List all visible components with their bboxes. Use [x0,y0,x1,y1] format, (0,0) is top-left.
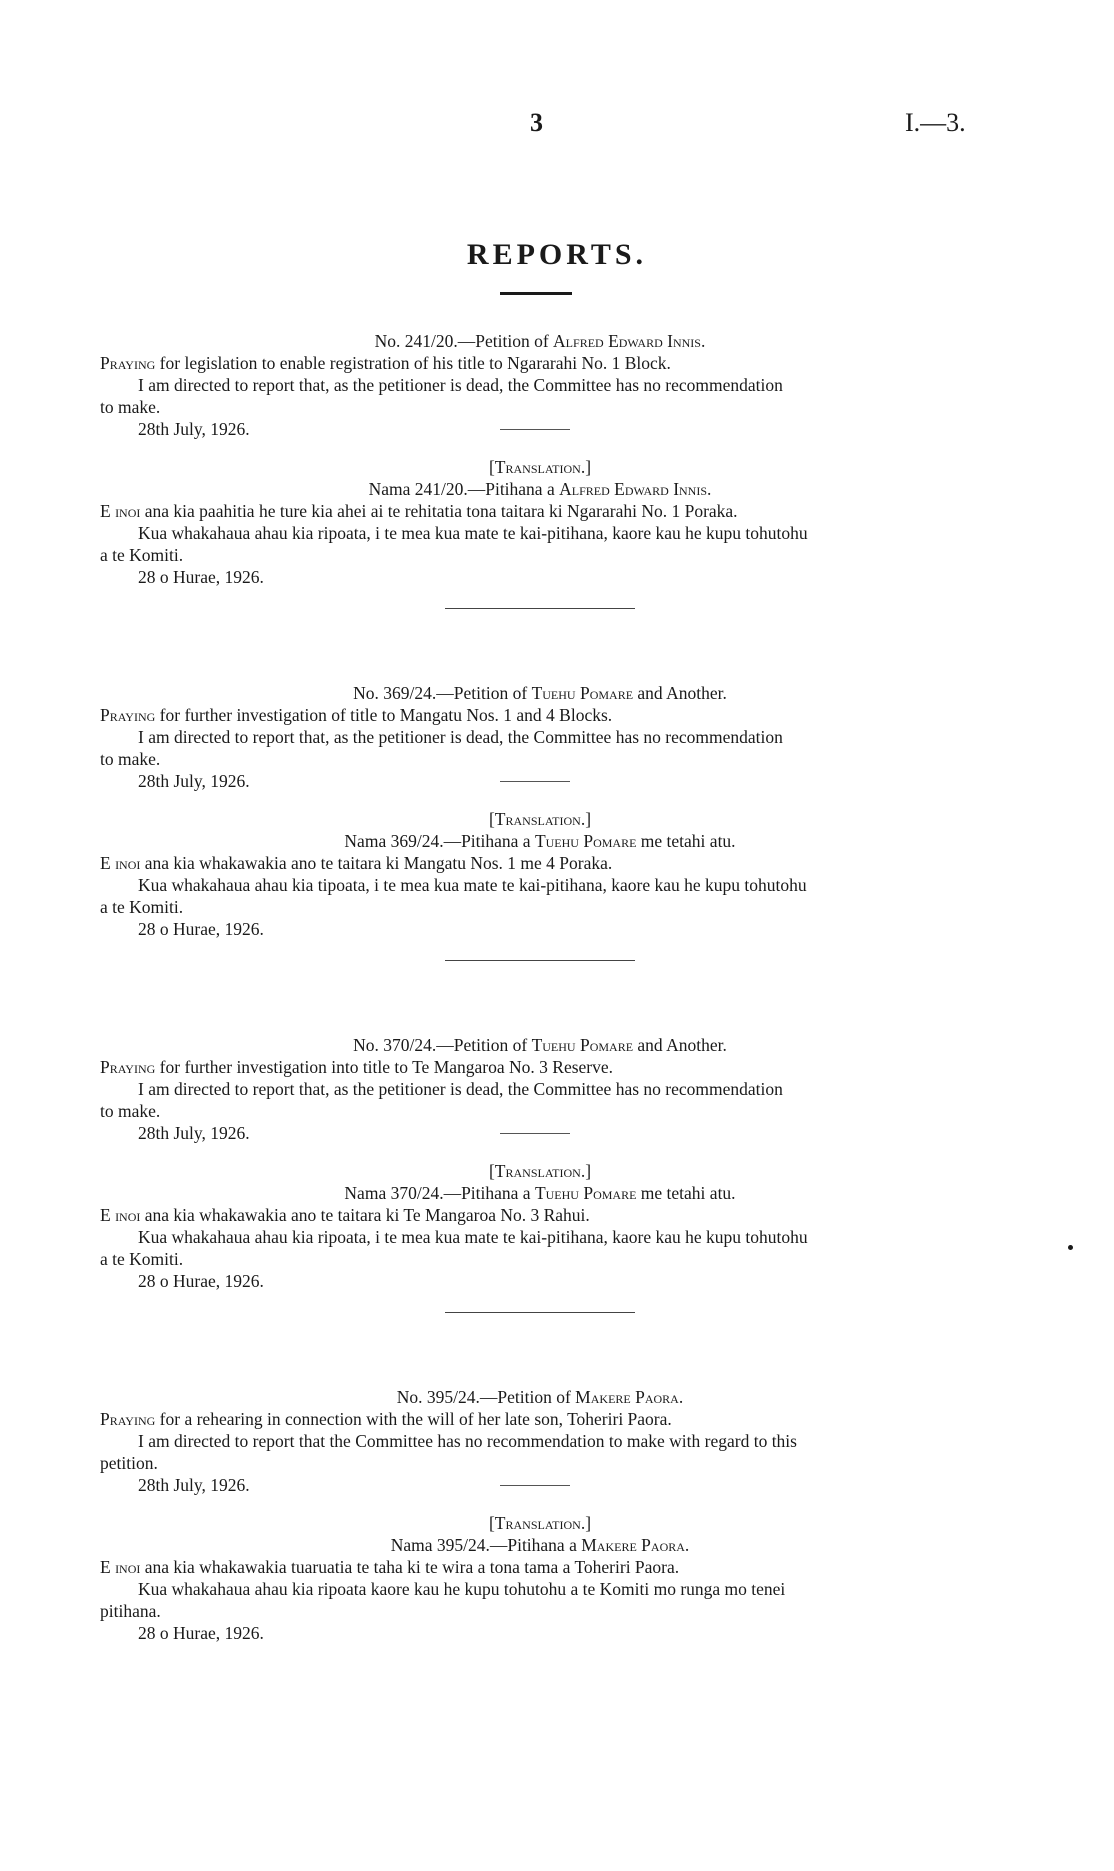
translation-heading: Nama 370/24.—Pitihana a Tuehu Pomare me tetahi atu. [344,1183,736,1203]
translation-praying: E inoi ana kia whakawakia ano te taitara ki Te Mangaroa No. 3 Rahui. [100,1205,590,1225]
petitioner-name: Alfred Edward Innis [553,331,701,351]
report-heading: No. 395/24.—Petition of Makere Paora. [396,1387,684,1407]
report-heading: No. 369/24.—Petition of Tuehu Pomare and Another. [353,683,727,703]
translation-label: [Translation.] [488,457,592,477]
translation-date: 28 o Hurae, 1926. [138,919,264,939]
translation-label: [Translation.] [488,809,592,829]
section-separator [445,1312,635,1313]
translation-date: 28 o Hurae, 1926. [138,1271,264,1291]
translation-date: 28 o Hurae, 1926. [138,567,264,587]
report-241-20 [100,330,980,609]
page-number: 3 [530,108,543,137]
section-separator [445,608,635,609]
report-date: 28th July, 1926. [100,1122,980,1144]
translation-label: [Translation.] [488,1161,592,1181]
report-heading: No. 370/24.—Petition of Tuehu Pomare and Another. [353,1035,727,1055]
report-text-line: petition. [100,1453,158,1473]
report-395-24 [100,1386,980,1644]
translation-heading: Nama 395/24.—Pitihana a Makere Paora. [390,1535,690,1555]
translation-heading: Nama 369/24.—Pitihana a Tuehu Pomare me tetahi atu. [344,831,736,851]
short-rule [500,1485,570,1486]
petitioner-name: Tuehu Pomare [531,683,634,703]
section-separator [445,960,635,961]
document-reference: I.—3. [905,108,966,137]
petitioner-name: Makere Paora [575,1387,679,1407]
translation-label: [Translation.] [488,1513,592,1533]
translation-text-line: Kua whakahaua ahau kia tipoata, i te mea kua mate te kai-pitihana, kaore kau he kupu tohutohu [138,875,807,895]
translation-text-line: a te Komiti. [100,545,184,565]
report-369-24 [100,682,980,961]
margin-dot [1068,1245,1073,1250]
praying-paragraph: Praying for legislation to enable registration of his title to Ngararahi No. 1 Block. [100,353,671,373]
report-text-line: I am directed to report that the Committee has no recommendation to make with regard to this [138,1431,797,1451]
translation-date: 28 o Hurae, 1926. [138,1623,264,1643]
report-heading: No. 241/20.—Petition of Alfred Edward Innis. [374,331,706,351]
translation-text-line: a te Komiti. [100,897,184,917]
translation-praying: E inoi ana kia whakawakia tuaruatia te taha ki te wira a tona tama a Toheriri Paora. [100,1557,680,1577]
report-date: 28th July, 1926. [100,418,980,440]
title-rule [500,292,572,295]
report-text-line: I am directed to report that, as the petitioner is dead, the Committee has no recommendation [138,727,783,747]
report-date: 28th July, 1926. [100,1474,980,1496]
translation-text-line: Kua whakahaua ahau kia ripoata, i te mea kua mate te kai-pitihana, kaore kau he kupu tohutohu [138,523,808,543]
report-date: 28th July, 1926. [100,770,980,792]
report-text-line: I am directed to report that, as the petitioner is dead, the Committee has no recommendation [138,375,783,395]
short-rule [500,429,570,430]
translation-text-line: pitihana. [100,1601,161,1621]
translation-praying: E inoi ana kia whakawakia ano te taitara ki Mangatu Nos. 1 me 4 Poraka. [100,853,613,873]
short-rule [500,781,570,782]
translation-heading: Nama 241/20.—Pitihana a Alfred Edward Innis. [368,479,712,499]
report-370-24 [100,1034,980,1313]
report-text-line: I am directed to report that, as the petitioner is dead, the Committee has no recommendation [138,1079,783,1099]
report-text-line: to make. [100,397,161,417]
translation-praying: E inoi ana kia paahitia he ture kia ahei ai te rehitatia tona taitara ki Ngararahi No. 1 Poraka. [100,501,738,521]
praying-paragraph: Praying for further investigation of title to Mangatu Nos. 1 and 4 Blocks. [100,705,613,725]
report-text-line: to make. [100,1101,161,1121]
praying-paragraph: Praying for a rehearing in connection with the will of her late son, Toheriri Paora. [100,1409,672,1429]
petitioner-name: Tuehu Pomare [531,1035,634,1055]
page-title: REPORTS. [466,238,648,271]
translation-text-line: Kua whakahaua ahau kia ripoata, i te mea kua mate te kai-pitihana, kaore kau he kupu tohutohu [138,1227,808,1247]
translation-text-line: Kua whakahaua ahau kia ripoata kaore kau he kupu tohutohu a te Komiti mo runga mo tenei [138,1579,786,1599]
translation-text-line: a te Komiti. [100,1249,184,1269]
praying-paragraph: Praying for further investigation into title to Te Mangaroa No. 3 Reserve. [100,1057,614,1077]
report-text-line: to make. [100,749,161,769]
short-rule [500,1133,570,1134]
